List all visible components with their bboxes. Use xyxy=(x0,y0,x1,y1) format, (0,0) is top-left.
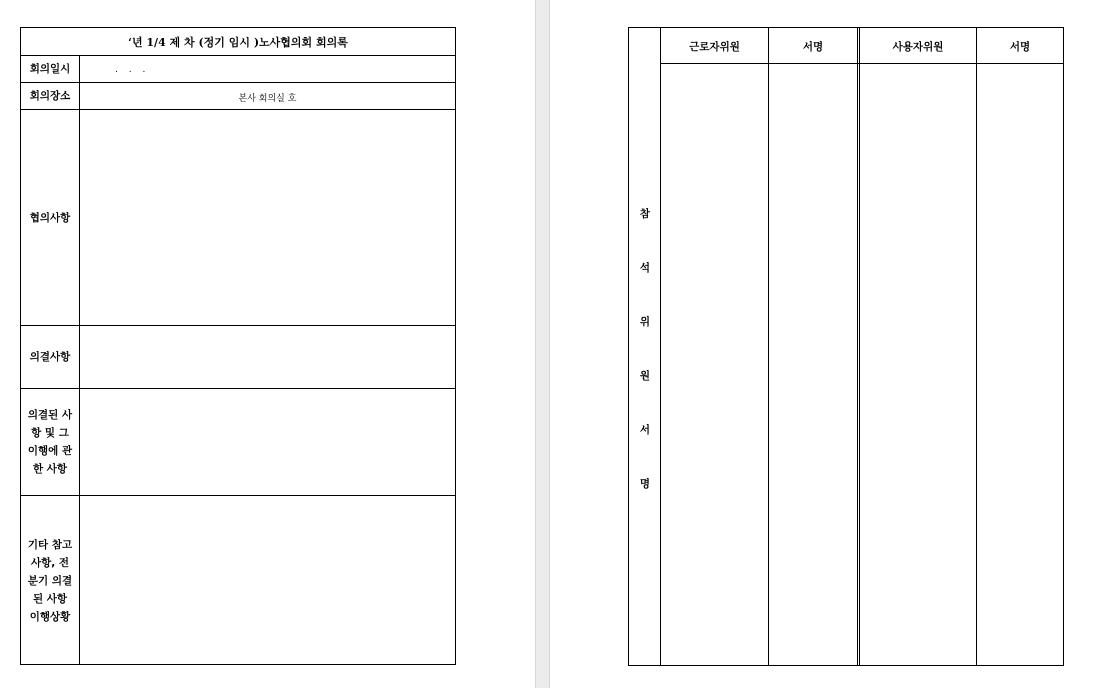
meeting-place-value[interactable]: 본사 회의실 호 xyxy=(238,94,297,104)
row-meeting-date xyxy=(21,55,455,82)
meeting-date-value[interactable]: . . . xyxy=(115,65,150,75)
other-notes-label: 기타 참고사항, 전분기 의결된 사항 이행상황 xyxy=(21,496,80,665)
worker-signature-header: 서명 xyxy=(802,40,824,53)
resolutions-content[interactable] xyxy=(80,326,455,388)
row-other-notes xyxy=(21,495,455,665)
employer-signature-cell[interactable] xyxy=(977,64,1063,665)
side-label-char: 원 xyxy=(639,370,651,382)
side-label-char: 석 xyxy=(639,262,651,274)
minutes-title: ‘년 1/4 제 차 (정기 임시 )노사협의회 회의록 xyxy=(128,35,348,49)
employer-member-cell[interactable] xyxy=(860,64,976,665)
resolved-implementation-label: 의결된 사항 및 그 이행에 관한 사항 xyxy=(21,389,80,495)
resolutions-label: 의결사항 xyxy=(21,326,80,388)
side-label-char: 명 xyxy=(639,478,651,490)
divider xyxy=(857,28,858,665)
side-label-char: 위 xyxy=(639,316,651,328)
other-notes-content[interactable] xyxy=(80,496,455,665)
side-label-char: 참 xyxy=(639,208,651,220)
document-page-right xyxy=(550,0,1093,688)
row-resolved-implementation xyxy=(21,388,455,495)
attendee-signature-table xyxy=(628,27,1064,666)
row-resolutions xyxy=(21,325,455,388)
meeting-date-label: 회의일시 xyxy=(21,56,80,82)
resolved-implementation-content[interactable] xyxy=(80,389,455,495)
row-consultation xyxy=(21,109,455,325)
minutes-table xyxy=(20,27,456,665)
worker-member-header: 근로자위원 xyxy=(689,40,740,53)
worker-member-cell[interactable] xyxy=(661,64,768,665)
consultation-content[interactable] xyxy=(80,110,455,325)
page-gutter xyxy=(535,0,550,688)
document-page-left xyxy=(0,0,535,688)
consultation-label: 협의사항 xyxy=(21,110,80,325)
employer-member-header: 사용자위원 xyxy=(892,40,944,53)
side-label-char: 서 xyxy=(639,424,651,436)
employer-signature-header: 서명 xyxy=(1009,40,1031,53)
worker-signature-cell[interactable] xyxy=(769,64,857,665)
meeting-place-label: 회의장소 xyxy=(21,83,80,109)
row-meeting-place xyxy=(21,82,455,109)
